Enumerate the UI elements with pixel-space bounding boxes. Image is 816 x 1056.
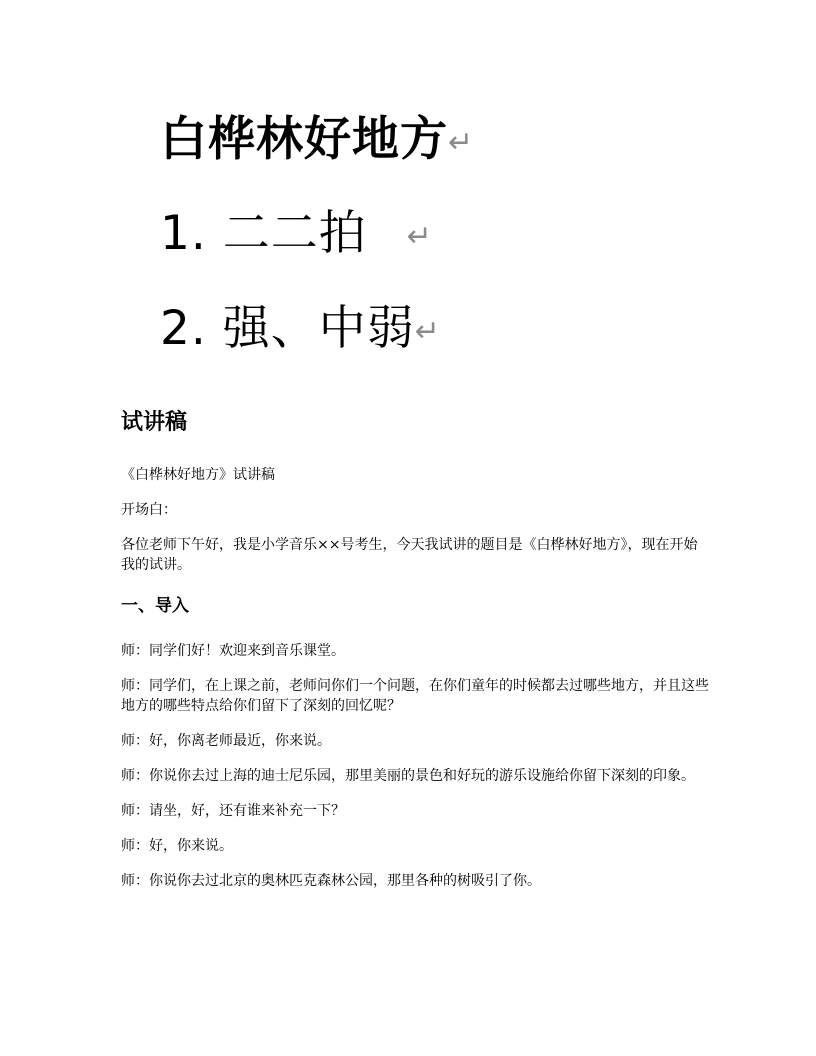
paragraph: 师：请坐，好，还有谁来补充一下？: [121, 803, 345, 819]
banner-item-1-text: 1. 二二拍: [160, 206, 367, 261]
lesson-title-image: [150, 100, 475, 370]
return-mark-icon: ↵: [414, 313, 441, 349]
banner-item-1-line: [160, 206, 433, 265]
section-heading: 一、导入: [121, 596, 189, 616]
return-mark-icon: ↵: [448, 124, 475, 160]
paragraph: 师：同学们，在上课之前，老师问你们一个问题，在你们童年的时候都去过哪些地方，并且这些地方的哪些特点给你们留下了深刻的回忆呢？: [121, 678, 709, 714]
document-body: [121, 405, 711, 906]
paragraph: 师：你说你去过北京的奥林匹克森林公园，那里各种的树吸引了你。: [121, 873, 541, 889]
document-title: 试讲稿: [121, 410, 188, 435]
paragraph: 师：好，你来说。: [121, 838, 233, 854]
banner-item-2-line: [160, 301, 441, 360]
paragraph: 《白桦林好地方》试讲稿: [121, 467, 275, 483]
paragraph: 开场白：: [121, 502, 177, 518]
paragraph: 师：同学们好！欢迎来到音乐课堂。: [121, 643, 345, 659]
paragraph: 师：你说你去过上海的迪士尼乐园，那里美丽的景色和好玩的游乐设施给你留下深刻的印象。: [121, 768, 695, 784]
return-mark-icon: ↵: [406, 218, 433, 254]
paragraph: 师：好，你离老师最近，你来说。: [121, 733, 331, 749]
banner-item-2-text: 2. 强、中弱: [160, 301, 415, 356]
banner-title-line: [160, 112, 474, 171]
banner-title-text: 白桦林好地方: [160, 112, 448, 167]
paragraph: 各位老师下午好，我是小学音乐××号考生，今天我试讲的题目是《白桦林好地方》，现在开始我的试讲。: [121, 537, 698, 573]
